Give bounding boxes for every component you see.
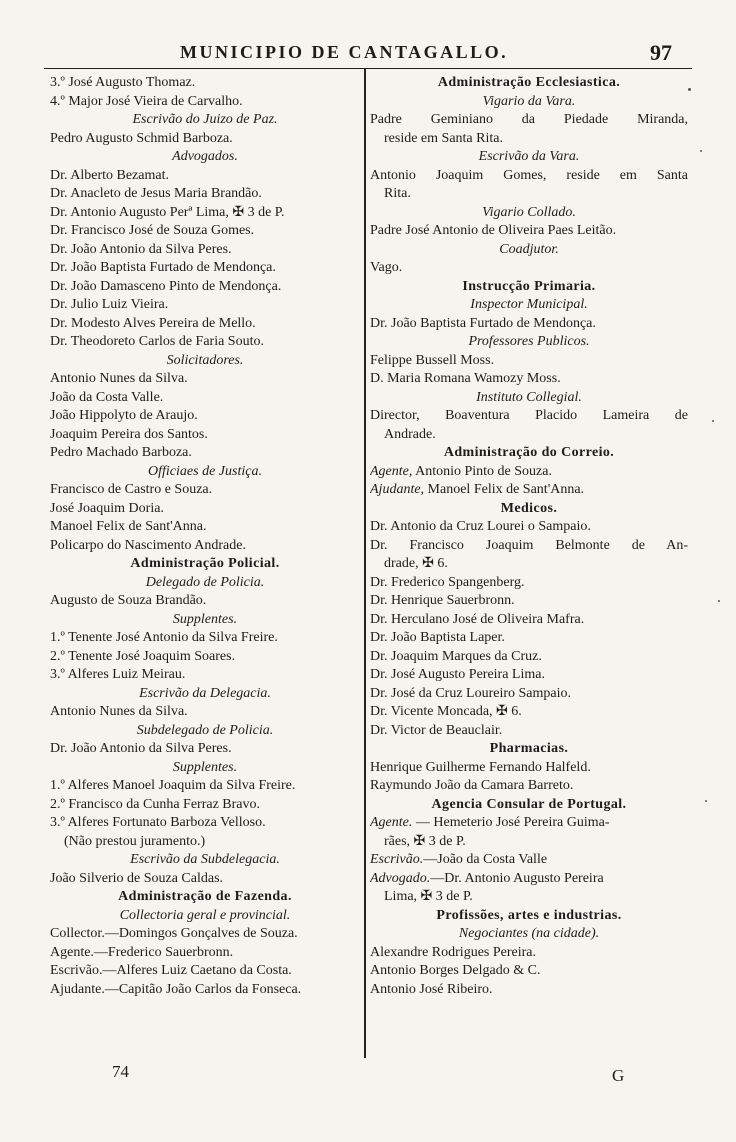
entry-line: Padre José Antonio de Oliveira Paes Leitão. xyxy=(370,223,617,238)
entry-line: Agente.—Frederico Sauerbronn. xyxy=(50,944,234,960)
role-label: Agente, xyxy=(370,463,413,479)
subsection-heading: Coadjutor. xyxy=(499,241,559,257)
section-heading: Agencia Consular de Portugal. xyxy=(431,796,627,812)
continuation-line: (Não prestou juramento.) xyxy=(64,833,206,849)
subsection-heading: Escrivão da Delegacia. xyxy=(139,685,271,701)
entry-line: Antonio Nunes da Silva. xyxy=(50,371,188,386)
ink-speck xyxy=(705,800,707,802)
subsection-heading: Instituto Collegial. xyxy=(476,389,582,405)
entry-line: Antonio Nunes da Silva. xyxy=(50,704,188,719)
right-column xyxy=(370,74,688,999)
section-heading: Administração do Correio. xyxy=(443,445,615,460)
entry-line xyxy=(370,481,688,500)
entry-line: Felippe Bussell Moss. xyxy=(370,352,495,368)
entry-line: João Hippolyto de Araujo. xyxy=(50,408,198,423)
role-holder: —Dr. Antonio Augusto Pereira xyxy=(430,870,604,886)
role-holder: Manoel Felix de Sant'Anna. xyxy=(424,482,585,497)
section-heading: Administração Policial. xyxy=(130,556,280,571)
subsection-heading: Escrivão do Juizo de Paz. xyxy=(132,112,278,127)
role-label: Agente. xyxy=(370,815,413,830)
continuation-line: rães, ✠ 3 de P. xyxy=(384,833,466,849)
role-label: Ajudante, xyxy=(370,482,425,497)
signature-mark: G xyxy=(612,1066,625,1085)
entry-line: Dr. Francisco José de Souza Gomes. xyxy=(50,223,255,238)
entry-line: Dr. Victor de Beauclair. xyxy=(370,722,503,738)
continuation-line: drade, ✠ 6. xyxy=(384,556,448,571)
section-heading: Administração de Fazenda. xyxy=(118,889,292,904)
entry-line: Dr. João Antonio da Silva Peres. xyxy=(50,741,232,756)
entry-line: Dr. João Damasceno Pinto de Mendonça. xyxy=(50,278,282,294)
entry-line: Dr. João Baptista Laper. xyxy=(370,630,505,645)
ink-speck xyxy=(700,150,702,152)
entry-line: Augusto de Souza Brandão. xyxy=(50,593,207,608)
entry-line: Francisco de Castro e Souza. xyxy=(50,482,213,497)
subsection-heading: Inspector Municipal. xyxy=(470,297,588,312)
section-heading: Profissões, artes e industrias. xyxy=(436,907,622,923)
entry-line: Pedro Machado Barboza. xyxy=(50,445,192,460)
role-holder: —João da Costa Valle xyxy=(423,852,548,867)
footer-page-number: 74 xyxy=(112,1062,129,1081)
entry-line: 2.º Francisco da Cunha Ferraz Bravo. xyxy=(50,796,260,812)
subsection-heading: Vigario Collado. xyxy=(482,204,576,220)
entry-line: Dr. Henrique Sauerbronn. xyxy=(370,593,515,608)
entry-line: Dr. Antonio Augusto Perª Lima, ✠ 3 de P. xyxy=(50,204,285,220)
running-header xyxy=(0,40,736,70)
entry-line: Dr. Herculano José de Oliveira Mafra. xyxy=(370,611,585,627)
entry-line: 4.º Major José Vieira de Carvalho. xyxy=(50,93,243,109)
column-divider xyxy=(364,68,366,1058)
entry-line xyxy=(370,814,688,833)
role-label: Escrivão. xyxy=(370,852,424,867)
entry-line: 1.º Alferes Manoel Joaquim da Silva Freire. xyxy=(50,778,296,793)
page-number: 97 xyxy=(650,40,672,65)
entry-line: Padre Geminiano da Piedade Miranda, xyxy=(370,112,688,127)
entry-line: José Joaquim Doria. xyxy=(50,500,164,516)
entry-line xyxy=(370,870,688,889)
entry-line: Dr. João Antonio da Silva Peres. xyxy=(50,241,232,257)
entry-line: Dr. Vicente Moncada, ✠ 6. xyxy=(370,704,522,719)
subsection-heading: Delegado de Policia. xyxy=(145,574,265,590)
entry-line: 3.º Alferes Luiz Meirau. xyxy=(50,667,186,682)
page-title: MUNICIPIO DE CANTAGALLO. xyxy=(180,42,509,62)
subsection-heading: Subdelegado de Policia. xyxy=(136,722,274,738)
entry-line: Dr. Antonio da Cruz Lourei o Sampaio. xyxy=(370,519,591,534)
section-heading: Medicos. xyxy=(500,500,558,516)
entry-line: Dr. Alberto Bezamat. xyxy=(50,167,169,183)
continuation-line: Andrade. xyxy=(384,426,436,442)
role-holder: — Hemeterio José Pereira Guima- xyxy=(412,815,610,830)
subsection-heading: Supplentes. xyxy=(172,611,238,627)
entry-line: 3.º Alferes Fortunato Barboza Velloso. xyxy=(50,815,266,830)
entry-line: Joaquim Pereira dos Santos. xyxy=(50,426,208,442)
subsection-heading: Vigario da Vara. xyxy=(482,93,576,109)
entry-line: Antonio José Ribeiro. xyxy=(370,981,493,997)
entry-line: Escrivão.—Alferes Luiz Caetano da Costa. xyxy=(50,963,292,978)
entry-line: 2.º Tenente José Joaquim Soares. xyxy=(50,648,236,664)
section-heading: Instrucção Primaria. xyxy=(462,278,596,294)
entry-line: Dr. Frederico Spangenberg. xyxy=(370,574,525,590)
entry-line: Antonio Borges Delgado & C. xyxy=(370,963,541,978)
entry-line: Ajudante.—Capitão João Carlos da Fonseca. xyxy=(50,981,302,997)
entry-line: Dr. Anacleto de Jesus Maria Brandão. xyxy=(50,186,262,201)
entry-line: 1.º Tenente José Antonio da Silva Freire. xyxy=(50,630,278,645)
subsection-heading: Collectoria geral e provincial. xyxy=(119,907,291,923)
entry-line: Henrique Guilherme Fernando Halfeld. xyxy=(370,759,591,775)
section-heading: Administração Ecclesiastica. xyxy=(437,75,621,90)
header-rule xyxy=(44,68,692,69)
entry-line: Collector.—Domingos Gonçalves de Souza. xyxy=(50,926,298,941)
entry-line: Raymundo João da Camara Barreto. xyxy=(370,778,574,793)
entry-line: Dr. João Baptista Furtado de Mendonça. xyxy=(50,260,276,275)
subsection-heading: Officiaes de Justiça. xyxy=(148,463,262,479)
role-label: Advogado. xyxy=(370,870,431,886)
entry-line: Vago. xyxy=(370,260,403,275)
left-column xyxy=(50,74,360,999)
entry-line: 3.º José Augusto Thomaz. xyxy=(50,75,196,90)
continuation-line: Rita. xyxy=(384,186,411,201)
subsection-heading: Professores Publicos. xyxy=(468,334,590,349)
subsection-heading: Escrivão da Vara. xyxy=(478,149,580,164)
entry-line: Dr. José da Cruz Loureiro Sampaio. xyxy=(370,685,572,701)
entry-line: Dr. Joaquim Marques da Cruz. xyxy=(370,648,542,664)
entry-line: Dr. Francisco Joaquim Belmonte de An- xyxy=(370,537,688,553)
entry-line: D. Maria Romana Wamozy Moss. xyxy=(370,371,561,386)
subsection-heading: Solicitadores. xyxy=(166,352,244,368)
entry-line: Policarpo do Nascimento Andrade. xyxy=(50,537,246,553)
subsection-heading: Advogados. xyxy=(172,149,238,164)
entry-line: Antonio Joaquim Gomes, reside em Santa xyxy=(370,167,688,183)
ink-speck xyxy=(712,420,714,422)
entry-line: Pedro Augusto Schmid Barboza. xyxy=(50,130,233,146)
entry-line: Alexandre Rodrigues Pereira. xyxy=(370,944,536,960)
ink-speck xyxy=(718,600,720,602)
section-heading: Pharmacias. xyxy=(489,741,569,756)
entry-line: Dr. Theodoreto Carlos de Faria Souto. xyxy=(50,334,264,349)
entry-line: Manoel Felix de Sant'Anna. xyxy=(50,519,207,534)
entry-line: João Silverio de Souza Caldas. xyxy=(50,870,224,886)
ink-speck xyxy=(688,88,691,91)
entry-line: Dr. Julio Luiz Vieira. xyxy=(50,297,169,312)
entry-line: Dr. José Augusto Pereira Lima. xyxy=(370,667,545,682)
entry-line: Dr. Modesto Alves Pereira de Mello. xyxy=(50,315,256,331)
subsection-heading: Negociantes (na cidade). xyxy=(458,926,600,941)
entry-line xyxy=(370,851,688,870)
role-holder: Antonio Pinto de Souza. xyxy=(412,463,552,479)
subsection-heading: Supplentes. xyxy=(172,759,238,775)
continuation-line: Lima, ✠ 3 de P. xyxy=(384,889,473,904)
entry-line xyxy=(370,463,688,482)
entry-line: Director, Boaventura Placido Lameira de xyxy=(370,408,688,423)
continuation-line: reside em Santa Rita. xyxy=(384,130,503,146)
entry-line: Dr. João Baptista Furtado de Mendonça. xyxy=(370,315,596,331)
entry-line: João da Costa Valle. xyxy=(50,389,164,405)
subsection-heading: Escrivão da Subdelegacia. xyxy=(130,852,280,867)
